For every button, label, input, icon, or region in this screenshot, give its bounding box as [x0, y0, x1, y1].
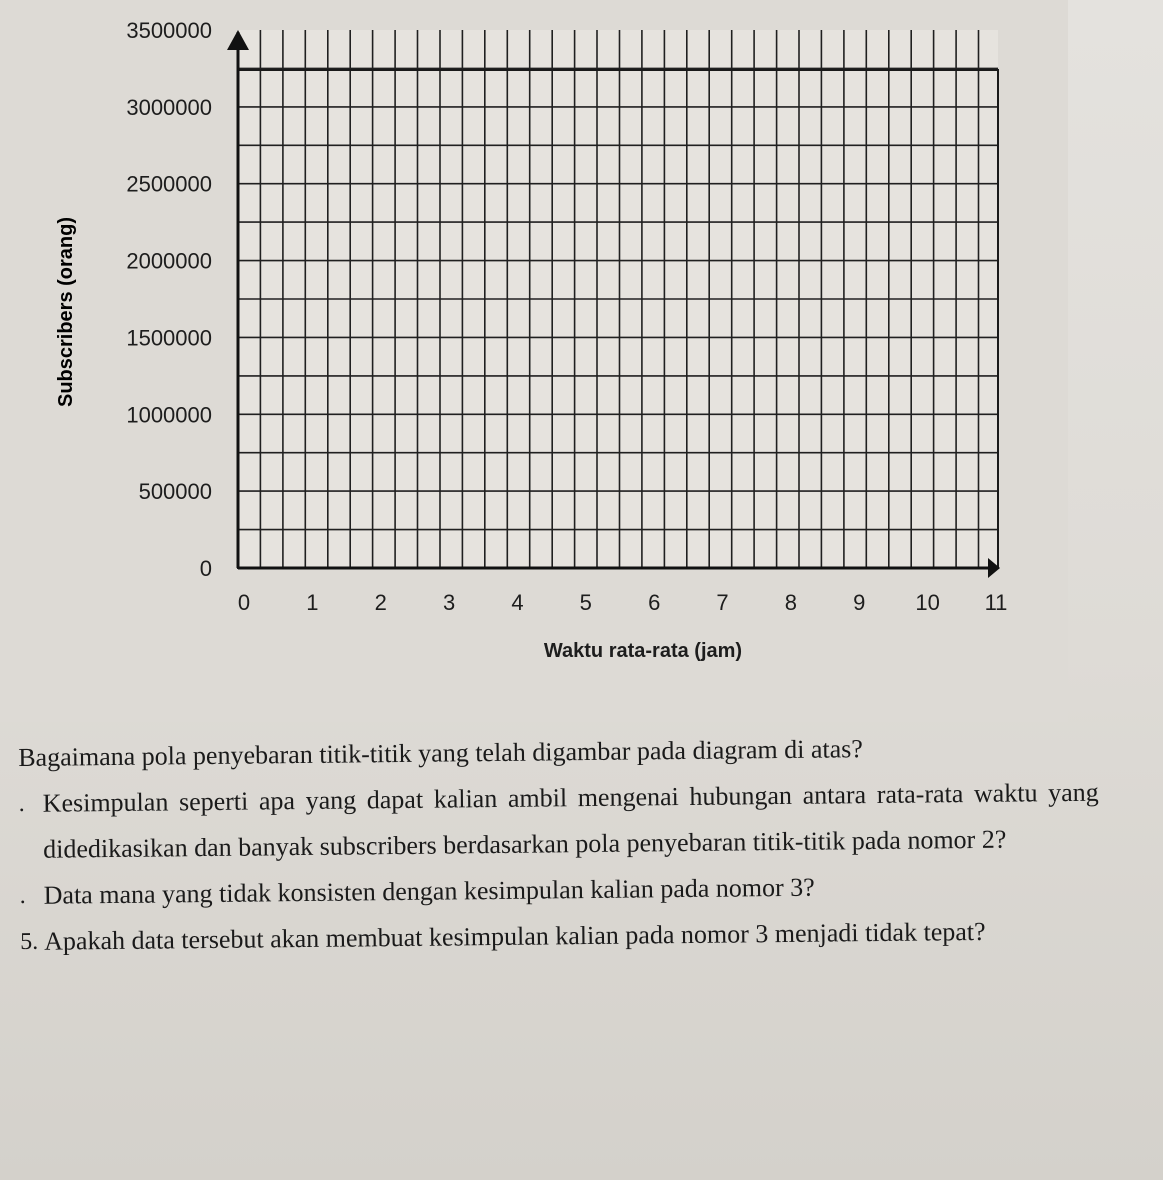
y-tick-label: 2000000: [126, 248, 212, 274]
x-tick-label: 7: [716, 590, 729, 615]
x-tick-label: 3: [442, 590, 456, 615]
x-tick-label: 11: [984, 590, 1008, 615]
x-tick-label: 8: [784, 590, 798, 615]
question-list: [18, 724, 1100, 965]
y-tick-label: 0: [199, 556, 212, 581]
x-tick-label: 9: [853, 590, 866, 615]
x-axis-title: Waktu rata-rata (jam): [543, 640, 743, 662]
y-tick-label: 500000: [138, 479, 212, 505]
x-tick-label: 6: [648, 590, 661, 615]
y-tick-labels: [126, 18, 212, 581]
x-tick-label: 5: [579, 590, 592, 615]
question-2-text: Kesimpulan seperti apa yang dapat kalian ambil mengenai hubungan antara rata-rata waktu yang didedikasikan dan banyak subscribers berdasarkan pola penyebaran titik-titik pada nomor 2?: [42, 777, 1099, 864]
chart-grid: [238, 30, 998, 568]
question-3-number: .: [19, 882, 26, 909]
question-1-text: Bagaimana pola penyebaran titik-titik yang telah digambar pada diagram di atas?: [18, 734, 864, 772]
question-4-text: Apakah data tersebut akan membuat kesimpulan kalian pada nomor 3 menjadi tidak tepat?: [44, 916, 986, 956]
x-tick-label: 10: [915, 590, 940, 615]
y-tick-label: 1500000: [126, 325, 212, 351]
question-2: [18, 770, 1099, 873]
x-tick-label: 0: [237, 590, 251, 615]
x-tick-label: 2: [374, 590, 387, 615]
y-tick-label: 1000000: [126, 402, 212, 428]
x-tick-label: 4: [511, 590, 524, 615]
y-tick-label: 2500000: [126, 171, 212, 197]
y-axis-title: Subscribers (orang): [55, 216, 77, 408]
y-tick-label: 3000000: [126, 94, 212, 120]
x-tick-labels: [238, 590, 1008, 615]
question-2-number: .: [18, 790, 25, 817]
y-tick-label: 3500000: [126, 18, 212, 43]
question-4-number: 5.: [20, 928, 39, 955]
question-3-text: Data mana yang tidak konsisten dengan kesimpulan kalian pada nomor 3?: [43, 872, 815, 910]
x-tick-label: 1: [306, 590, 319, 615]
